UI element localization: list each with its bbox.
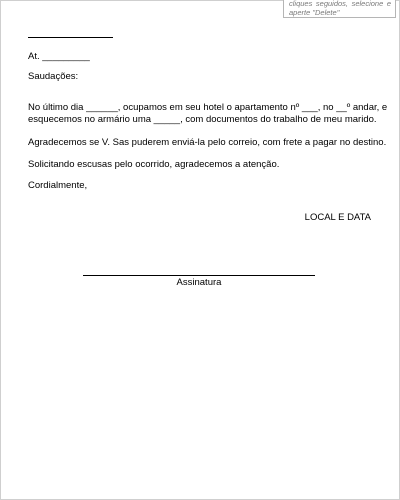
recipient-line: At. _________ [28,51,90,62]
paragraph-request: Agradecemos se V. Sas puderem enviá-la pelo correio, com frete a pagar no destino. [28,137,387,148]
paragraph-line: esquecemos no armário uma _____, com documentos do trabalho de meu marido. [28,114,377,125]
signature-rule [83,275,315,276]
closing: Cordialmente, [28,180,88,191]
paragraph-line: No último dia ______, ocupamos em seu hotel o apartamento nº ___, no __º andar, e [28,102,388,113]
location-date: LOCAL E DATA [304,212,371,223]
signature-label: Assinatura [176,277,222,288]
paragraph-stay-details [28,102,387,126]
instruction-hint-box [283,0,396,18]
header-rule [28,37,113,38]
instruction-hint-text: cliques seguidos, selecione e aperte "Delete" [289,0,391,17]
greeting: Saudações: [28,71,79,82]
paragraph-apology: Solicitando escusas pelo ocorrido, agradecemos a atenção. [28,159,280,170]
